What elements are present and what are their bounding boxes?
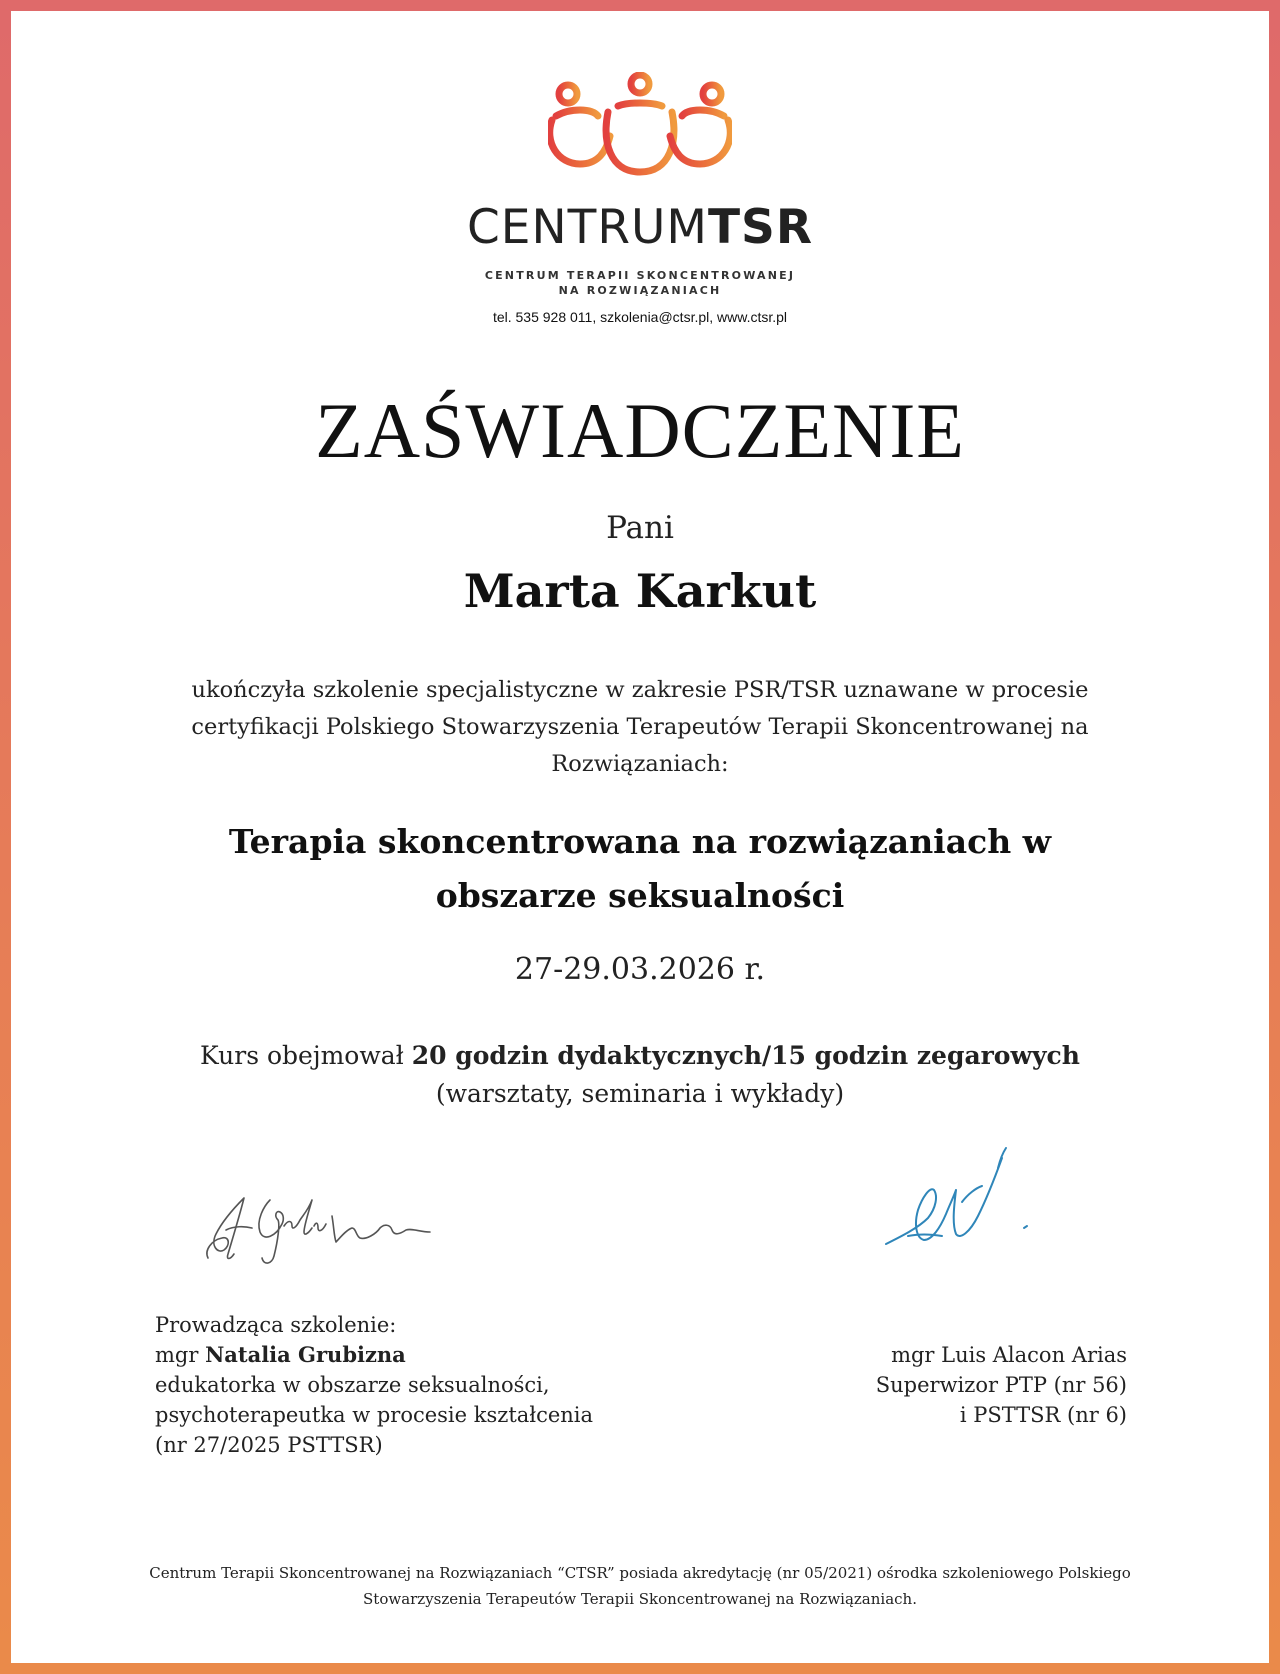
brand-subtitle-line-1: CENTRUM TERAPII SKONCENTROWANEJ [484,269,796,282]
course-title-line-1: Terapia skoncentrowana na rozwiązaniach w [228,822,1052,861]
course-title-line-2: obszarze seksualności [435,876,845,915]
contact-info: tel. 535 928 011, szkolenia@ctsr.pl, www.ctsr.pl [492,309,788,325]
course-hours [0,1037,1280,1113]
supervisor-line-2: Superwizor PTP (nr 56) [875,1373,1127,1397]
brand-wordmark [0,200,1280,255]
instructor-line-5: (nr 27/2025 PSTTSR) [155,1433,383,1457]
instructor-signature [200,1180,450,1270]
hours-bold: 20 godzin dydaktycznych/15 godzin zegarowych [411,1041,1080,1070]
supervisor-line-1: mgr Luis Alacon Arias [891,1343,1127,1367]
supervisor-line-3: i PSTTSR (nr 6) [959,1403,1127,1427]
instructor-name: Natalia Grubizna [205,1342,406,1367]
description-line-1: ukończyła szkolenie specjalistyczne w zakresie PSR/TSR uznawane w procesie [191,677,1089,703]
instructor-line-3: edukatorka w obszarze seksualności, [155,1373,550,1397]
hours-prefix: Kurs obejmował [200,1041,412,1070]
instructor-title: mgr [155,1343,206,1367]
brand-subtitle-line-2: NA ROZWIĄZANIACH [558,284,722,297]
brand-light: CENTRUM [466,200,708,255]
instructor-name-line [155,1340,675,1370]
footer-line-2: Stowarzyszenia Terapeutów Terapii Skoncentrowanej na Rozwiązaniach. [363,1590,917,1608]
course-hours-line-2: (warsztaty, seminaria i wykłady) [435,1079,845,1108]
certificate-title: ZAŚWIADCZENIE [315,387,965,474]
salutation: Pani [606,510,674,546]
accreditation-footer [80,1560,1200,1612]
instructor-line-4: psychoterapeutka w procesie kształcenia [155,1403,594,1427]
recipient-name: Marta Karkut [463,564,817,618]
course-title [140,815,1140,923]
supervisor-signature [878,1140,1038,1260]
instructor-role: Prowadząca szkolenie: [155,1313,397,1337]
brand-subtitle [0,268,1280,298]
footer-line-1: Centrum Terapii Skoncentrowanej na Rozwiązaniach “CTSR” posiada akredytację (nr 05/2021) ośrodka szkoleniowego Polskiego [149,1564,1131,1582]
description-line-2: certyfikacji Polskiego Stowarzyszenia Terapeutów Terapii Skoncentrowanej na [191,714,1089,740]
description-line-3: Rozwiązaniach: [551,751,729,777]
three-people-logo-icon [548,72,732,182]
certificate-description [160,672,1120,783]
brand-bold: TSR [707,200,814,255]
supervisor-block [707,1340,1127,1430]
course-date: 27-29.03.2026 r. [514,952,766,987]
course-hours-line-1 [0,1037,1280,1075]
instructor-block [155,1310,675,1460]
